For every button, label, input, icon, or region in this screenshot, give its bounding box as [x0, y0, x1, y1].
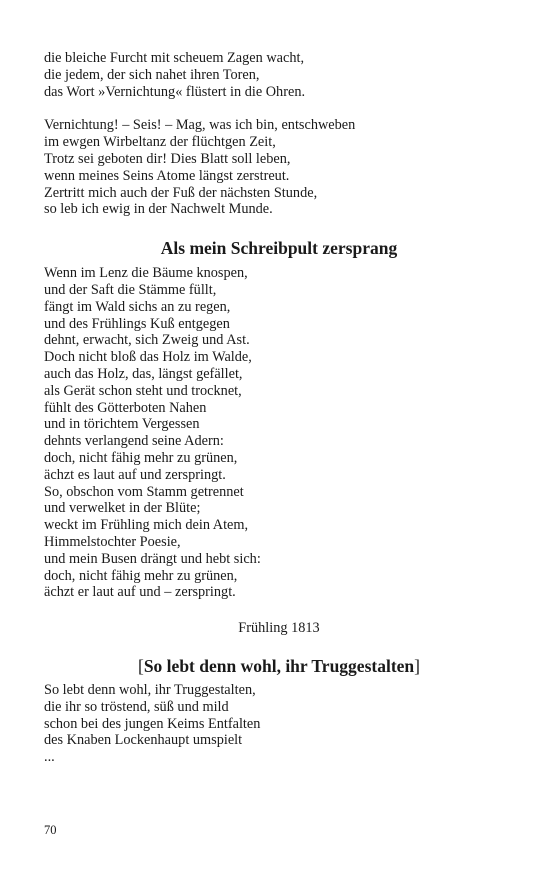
verse-line: Trotz sei geboten dir! Dies Blatt soll leben,	[44, 150, 291, 167]
page-number: 70	[44, 823, 57, 837]
poem-date: Frühling 1813	[238, 620, 320, 637]
verse-line: doch, nicht fähig mehr zu grünen,	[44, 567, 238, 584]
poem-body	[44, 682, 514, 766]
verse-line: so leb ich ewig in der Nachwelt Munde.	[44, 201, 273, 218]
verse-line: schon bei des jungen Keims Entfalten	[44, 715, 261, 732]
verse-line: ächzt es laut auf und zerspringt.	[44, 466, 226, 483]
verse-line: die jedem, der sich nahet ihren Toren,	[44, 66, 260, 83]
verse-line: das Wort »Vernichtung« flüstert in die Ohren.	[44, 83, 306, 100]
verse-line: weckt im Frühling mich dein Atem,	[44, 517, 249, 534]
verse-line: die bleiche Furcht mit scheuem Zagen wacht,	[44, 50, 305, 66]
verse-line: und verwelket in der Blüte;	[44, 500, 201, 517]
page-body	[44, 50, 514, 766]
title-bracket-open: [	[138, 655, 144, 676]
verse-line: die ihr so tröstend, süß und mild	[44, 698, 229, 715]
verse-line: dehnt, erwacht, sich Zweig und Ast.	[44, 332, 250, 349]
verse-line: und des Frühlings Kuß entgegen	[44, 315, 230, 332]
poem-fragment-stanza	[44, 50, 514, 100]
verse-line: im ewgen Wirbeltanz der flüchtgen Zeit,	[44, 134, 276, 151]
verse-line: fühlt des Götterboten Nahen	[44, 399, 207, 416]
verse-line: Wenn im Lenz die Bäume knospen,	[44, 265, 248, 282]
verse-line: Doch nicht bloß das Holz im Walde,	[44, 349, 252, 366]
verse-line: und mein Busen drängt und hebt sich:	[44, 550, 261, 567]
verse-line: So lebt denn wohl, ihr Truggestalten,	[44, 681, 256, 698]
verse-line: fängt im Wald sichs an zu regen,	[44, 298, 231, 315]
verse-line: wenn meines Seins Atome längst zerstreut.	[44, 167, 290, 184]
verse-line: So, obschon vom Stamm getrennet	[44, 483, 244, 500]
verse-line: als Gerät schon steht und trocknet,	[44, 382, 242, 399]
title-bracket-close: ]	[414, 655, 420, 676]
poem-title	[44, 656, 514, 676]
poem-title-text: So lebt denn wohl, ihr Truggestalten	[143, 655, 415, 676]
poem-fragment-stanza	[44, 117, 514, 218]
verse-line: auch das Holz, das, längst gefället,	[44, 365, 243, 382]
verse-line: dehnts verlangend seine Adern:	[44, 433, 224, 450]
verse-line: doch, nicht fähig mehr zu grünen,	[44, 449, 238, 466]
verse-line: ...	[44, 749, 55, 766]
verse-line: und der Saft die Stämme füllt,	[44, 281, 217, 298]
verse-line: ächzt er laut auf und – zerspringt.	[44, 584, 236, 601]
verse-line: Zertritt mich auch der Fuß der nächsten Stunde,	[44, 184, 318, 201]
verse-line: Vernichtung! – Seis! – Mag, was ich bin, entschweben	[44, 117, 356, 134]
verse-line: und in törichtem Vergessen	[44, 416, 200, 433]
verse-line: Himmelstochter Poesie,	[44, 533, 181, 550]
poem-body	[44, 265, 514, 601]
poem-title: Als mein Schreibpult zersprang	[160, 238, 398, 259]
verse-line: des Knaben Lockenhaupt umspielt	[44, 732, 243, 749]
